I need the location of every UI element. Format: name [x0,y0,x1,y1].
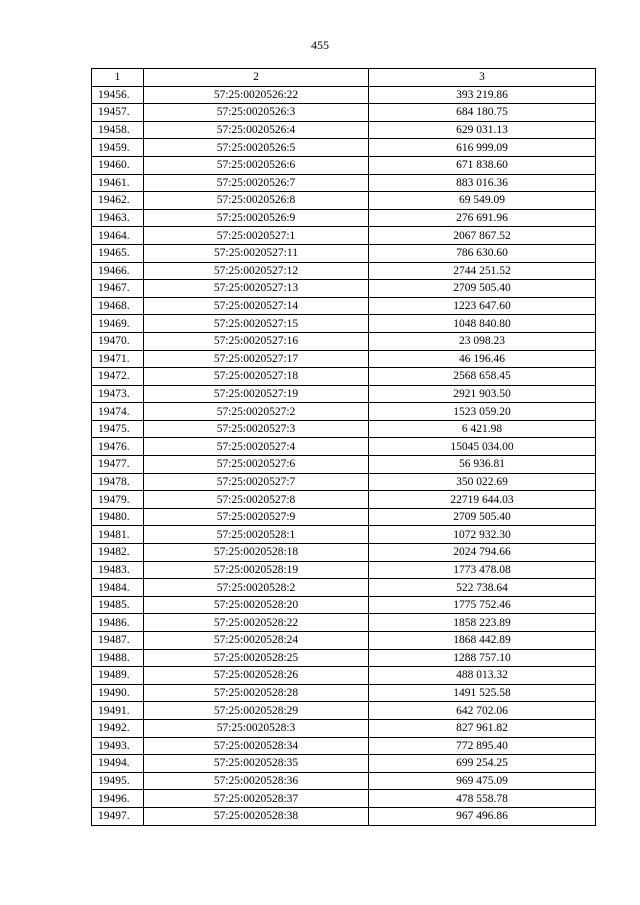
cadastral-value: 827 961.82 [369,719,596,737]
cadastral-value: 1072 932.30 [369,526,596,544]
cadastral-value: 616 999.09 [369,139,596,157]
cadastral-value: 23 098.23 [369,332,596,350]
table-row [92,544,596,562]
cadastral-number: 57:25:0020528:38 [144,807,369,825]
cadastral-value: 46 196.46 [369,350,596,368]
cadastral-number: 57:25:0020527:12 [144,262,369,280]
cadastral-number: 57:25:0020526:7 [144,174,369,192]
cadastral-number: 57:25:0020526:5 [144,139,369,157]
table-row [92,579,596,597]
table-header-row [92,69,596,87]
table-row [92,807,596,825]
cadastral-value: 350 022.69 [369,473,596,491]
cadastral-number: 57:25:0020526:3 [144,104,369,122]
row-number: 19465. [92,244,144,262]
table-body [92,86,596,825]
cadastral-number: 57:25:0020527:13 [144,280,369,298]
cadastral-value: 1523 059.20 [369,403,596,421]
cadastral-number: 57:25:0020528:29 [144,702,369,720]
table-row [92,121,596,139]
cadastral-number: 57:25:0020528:3 [144,719,369,737]
table-row [92,332,596,350]
table-row [92,772,596,790]
table-row [92,174,596,192]
row-number: 19492. [92,719,144,737]
table-row [92,596,596,614]
cadastral-value: 699 254.25 [369,755,596,773]
cadastral-value: 2067 867.52 [369,227,596,245]
cadastral-number: 57:25:0020528:22 [144,614,369,632]
cadastral-value: 2709 505.40 [369,280,596,298]
cadastral-number: 57:25:0020528:2 [144,579,369,597]
cadastral-value: 1858 223.89 [369,614,596,632]
cadastral-number: 57:25:0020526:22 [144,86,369,104]
cadastral-value: 6 421.98 [369,420,596,438]
cadastral-value: 671 838.60 [369,156,596,174]
cadastral-value: 2709 505.40 [369,508,596,526]
row-number: 19473. [92,385,144,403]
column-header: 1 [92,69,144,87]
cadastral-value: 2024 794.66 [369,544,596,562]
row-number: 19472. [92,368,144,386]
row-number: 19497. [92,807,144,825]
row-number: 19468. [92,297,144,315]
cadastral-number: 57:25:0020527:14 [144,297,369,315]
table-row [92,104,596,122]
row-number: 19480. [92,508,144,526]
cadastral-value: 642 702.06 [369,702,596,720]
cadastral-number: 57:25:0020528:35 [144,755,369,773]
cadastral-number: 57:25:0020528:26 [144,667,369,685]
cadastral-number: 57:25:0020528:1 [144,526,369,544]
cadastral-value: 276 691.96 [369,209,596,227]
cadastral-value: 22719 644.03 [369,491,596,509]
row-number: 19491. [92,702,144,720]
cadastral-value: 56 936.81 [369,456,596,474]
row-number: 19489. [92,667,144,685]
table-row [92,667,596,685]
row-number: 19461. [92,174,144,192]
cadastral-value: 15045 034.00 [369,438,596,456]
cadastral-number: 57:25:0020528:25 [144,649,369,667]
cadastral-value: 684 180.75 [369,104,596,122]
cadastral-number: 57:25:0020527:2 [144,403,369,421]
cadastral-value: 478 558.78 [369,790,596,808]
row-number: 19483. [92,561,144,579]
table-row [92,508,596,526]
cadastral-number: 57:25:0020527:4 [144,438,369,456]
row-number: 19476. [92,438,144,456]
table-row [92,86,596,104]
row-number: 19479. [92,491,144,509]
cadastral-number: 57:25:0020527:1 [144,227,369,245]
row-number: 19490. [92,684,144,702]
row-number: 19458. [92,121,144,139]
row-number: 19459. [92,139,144,157]
row-number: 19464. [92,227,144,245]
cadastral-value: 1491 525.58 [369,684,596,702]
row-number: 19486. [92,614,144,632]
cadastral-value: 2744 251.52 [369,262,596,280]
table-row [92,315,596,333]
cadastral-value: 772 895.40 [369,737,596,755]
cadastral-value: 786 630.60 [369,244,596,262]
cadastral-value: 967 496.86 [369,807,596,825]
row-number: 19495. [92,772,144,790]
table-row [92,737,596,755]
row-number: 19481. [92,526,144,544]
row-number: 19482. [92,544,144,562]
cadastral-table [91,68,596,826]
table-row [92,209,596,227]
cadastral-number: 57:25:0020528:37 [144,790,369,808]
row-number: 19477. [92,456,144,474]
cadastral-number: 57:25:0020526:6 [144,156,369,174]
table-row [92,297,596,315]
cadastral-number: 57:25:0020528:18 [144,544,369,562]
cadastral-value: 2921 903.50 [369,385,596,403]
table-row [92,632,596,650]
table-row [92,262,596,280]
cadastral-number: 57:25:0020526:4 [144,121,369,139]
table-row [92,684,596,702]
cadastral-number: 57:25:0020527:8 [144,491,369,509]
cadastral-value: 522 738.64 [369,579,596,597]
table-row [92,227,596,245]
row-number: 19470. [92,332,144,350]
table-row [92,719,596,737]
row-number: 19488. [92,649,144,667]
cadastral-number: 57:25:0020526:8 [144,192,369,210]
cadastral-number: 57:25:0020528:28 [144,684,369,702]
row-number: 19493. [92,737,144,755]
cadastral-number: 57:25:0020527:16 [144,332,369,350]
cadastral-value: 629 031.13 [369,121,596,139]
table-row [92,491,596,509]
cadastral-value: 393 219.86 [369,86,596,104]
cadastral-number: 57:25:0020527:19 [144,385,369,403]
cadastral-number: 57:25:0020528:20 [144,596,369,614]
table-row [92,139,596,157]
row-number: 19494. [92,755,144,773]
row-number: 19484. [92,579,144,597]
row-number: 19463. [92,209,144,227]
cadastral-value: 488 013.32 [369,667,596,685]
row-number: 19467. [92,280,144,298]
cadastral-value: 2568 658.45 [369,368,596,386]
row-number: 19469. [92,315,144,333]
row-number: 19471. [92,350,144,368]
cadastral-value: 1773 478.08 [369,561,596,579]
cadastral-value: 1775 752.46 [369,596,596,614]
table-row [92,385,596,403]
cadastral-number: 57:25:0020527:17 [144,350,369,368]
table-row [92,403,596,421]
cadastral-number: 57:25:0020527:11 [144,244,369,262]
cadastral-number: 57:25:0020527:3 [144,420,369,438]
cadastral-number: 57:25:0020527:6 [144,456,369,474]
row-number: 19462. [92,192,144,210]
cadastral-value: 69 549.09 [369,192,596,210]
cadastral-number: 57:25:0020527:15 [144,315,369,333]
table-row [92,702,596,720]
row-number: 19485. [92,596,144,614]
table-row [92,368,596,386]
table-row [92,156,596,174]
table-row [92,649,596,667]
table-row [92,473,596,491]
row-number: 19474. [92,403,144,421]
cadastral-value: 969 475.09 [369,772,596,790]
cadastral-number: 57:25:0020528:36 [144,772,369,790]
row-number: 19475. [92,420,144,438]
row-number: 19460. [92,156,144,174]
row-number: 19456. [92,86,144,104]
table-row [92,420,596,438]
cadastral-number: 57:25:0020528:19 [144,561,369,579]
cadastral-number: 57:25:0020528:24 [144,632,369,650]
row-number: 19487. [92,632,144,650]
table-row [92,192,596,210]
table-row [92,755,596,773]
cadastral-value: 1868 442.89 [369,632,596,650]
row-number: 19457. [92,104,144,122]
row-number: 19466. [92,262,144,280]
cadastral-number: 57:25:0020528:34 [144,737,369,755]
table-row [92,244,596,262]
table-row [92,456,596,474]
page-number: 455 [311,38,329,52]
table-row [92,561,596,579]
table-row [92,350,596,368]
row-number: 19496. [92,790,144,808]
table-row [92,614,596,632]
cadastral-value: 1223 647.60 [369,297,596,315]
cadastral-value: 1048 840.80 [369,315,596,333]
cadastral-number: 57:25:0020526:9 [144,209,369,227]
cadastral-number: 57:25:0020527:7 [144,473,369,491]
row-number: 19478. [92,473,144,491]
cadastral-value: 883 016.36 [369,174,596,192]
table-row [92,280,596,298]
column-header: 3 [369,69,596,87]
cadastral-value: 1288 757.10 [369,649,596,667]
cadastral-number: 57:25:0020527:18 [144,368,369,386]
column-header: 2 [144,69,369,87]
table-row [92,790,596,808]
cadastral-number: 57:25:0020527:9 [144,508,369,526]
table-row [92,526,596,544]
table-row [92,438,596,456]
